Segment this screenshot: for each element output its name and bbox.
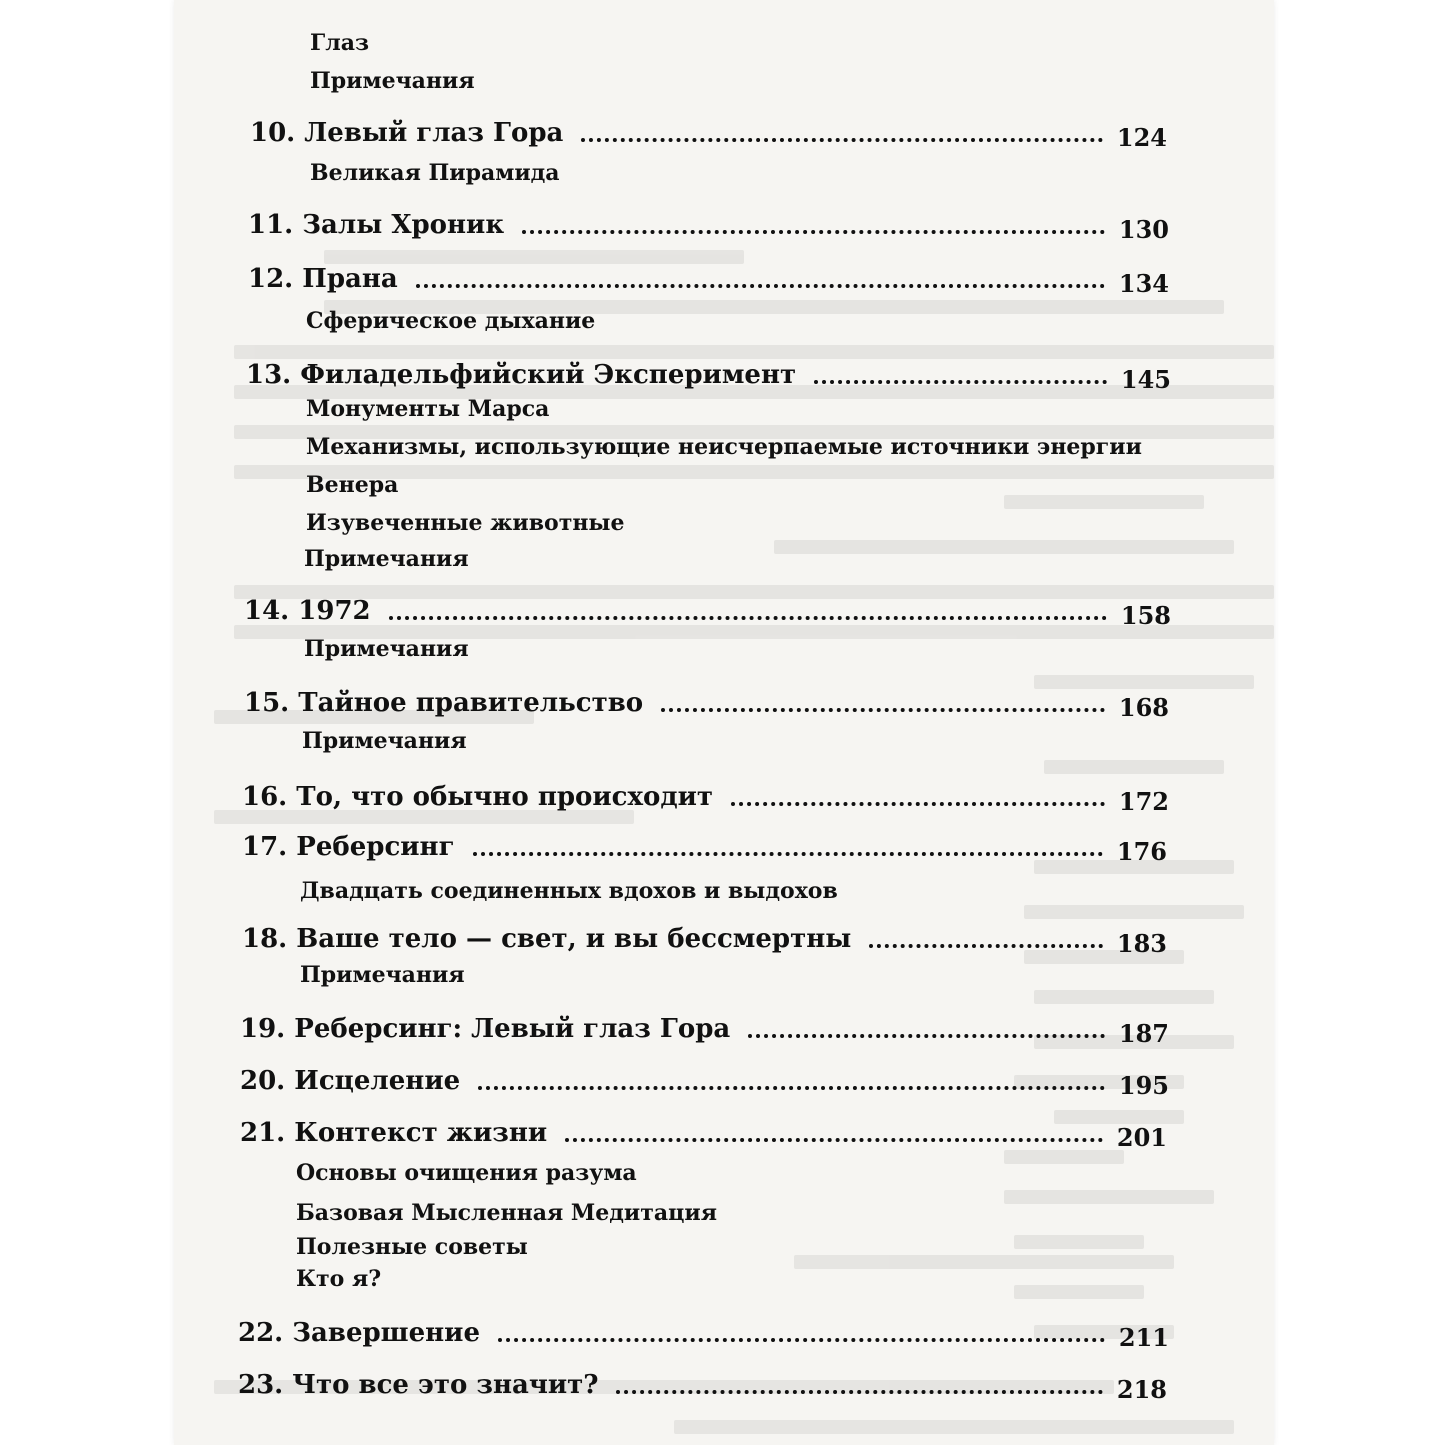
dot-leader bbox=[565, 1138, 1103, 1142]
toc-subsection-entry: Монументы Марса bbox=[306, 396, 550, 422]
page-number: 183 bbox=[1116, 929, 1167, 958]
toc-subsection-entry: Глаз bbox=[310, 30, 369, 56]
toc-chapter-entry bbox=[248, 210, 1169, 244]
dot-leader bbox=[522, 230, 1105, 234]
chapter-title: 21. Контекст жизни bbox=[240, 1118, 548, 1148]
toc-subsection-entry: Полезные советы bbox=[296, 1234, 528, 1260]
chapter-title: 11. Залы Хроник bbox=[248, 210, 505, 240]
dot-leader bbox=[731, 802, 1105, 806]
chapter-title: 12. Прана bbox=[248, 264, 398, 294]
toc-chapter-entry bbox=[242, 924, 1167, 958]
chapter-title: 19. Реберсинг: Левый глаз Гора bbox=[240, 1014, 731, 1044]
table-of-contents bbox=[174, 0, 1274, 1445]
page-number: 124 bbox=[1116, 123, 1167, 152]
toc-subsection-entry: Сферическое дыхание bbox=[306, 308, 596, 334]
chapter-title: 10. Левый глаз Гора bbox=[250, 118, 564, 148]
dot-leader bbox=[416, 284, 1105, 288]
toc-subsection-entry: Механизмы, использующие неисчерпаемые источники энергии bbox=[306, 434, 1142, 460]
toc-subsection-entry: Примечания bbox=[300, 962, 465, 988]
toc-subsection-entry: Примечания bbox=[304, 636, 469, 662]
page-number: 211 bbox=[1118, 1323, 1169, 1352]
toc-subsection-entry: Кто я? bbox=[296, 1266, 382, 1292]
toc-chapter-entry bbox=[240, 1118, 1167, 1152]
page-number: 172 bbox=[1118, 787, 1169, 816]
toc-chapter-entry bbox=[248, 264, 1169, 298]
dot-leader bbox=[478, 1086, 1105, 1090]
dot-leader bbox=[869, 944, 1103, 948]
toc-subsection-entry: Изувеченные животные bbox=[306, 510, 625, 536]
toc-chapter-entry bbox=[238, 1318, 1169, 1352]
toc-chapter-entry bbox=[238, 1370, 1167, 1404]
toc-subsection-entry: Примечания bbox=[302, 728, 467, 754]
chapter-title: 14. 1972 bbox=[244, 596, 371, 626]
dot-leader bbox=[498, 1338, 1105, 1342]
toc-chapter-entry bbox=[240, 1066, 1169, 1100]
toc-subsection-entry: Базовая Мысленная Медитация bbox=[296, 1200, 717, 1226]
chapter-title: 20. Исцеление bbox=[240, 1066, 461, 1096]
dot-leader bbox=[748, 1034, 1105, 1038]
chapter-title: 22. Завершение bbox=[238, 1318, 481, 1348]
chapter-title: 15. Тайное правительство bbox=[244, 688, 644, 718]
toc-chapter-entry bbox=[250, 118, 1167, 152]
dot-leader bbox=[473, 852, 1103, 856]
chapter-title: 18. Ваше тело — свет, и вы бессмертны bbox=[242, 924, 852, 954]
dot-leader bbox=[616, 1390, 1102, 1394]
page-number: 168 bbox=[1118, 693, 1169, 722]
dot-leader bbox=[814, 380, 1107, 384]
toc-chapter-entry bbox=[246, 360, 1171, 394]
page-number: 145 bbox=[1120, 365, 1171, 394]
page-number: 187 bbox=[1118, 1019, 1169, 1048]
toc-subsection-entry: Великая Пирамида bbox=[310, 160, 560, 186]
toc-subsection-entry: Примечания bbox=[310, 68, 475, 94]
toc-chapter-entry bbox=[244, 688, 1169, 722]
dot-leader bbox=[661, 708, 1105, 712]
toc-subsection-entry: Примечания bbox=[304, 546, 469, 572]
page-number: 195 bbox=[1118, 1071, 1169, 1100]
page-number: 130 bbox=[1118, 215, 1169, 244]
toc-chapter-entry bbox=[240, 1014, 1169, 1048]
toc-chapter-entry bbox=[242, 782, 1169, 816]
toc-chapter-entry bbox=[242, 832, 1167, 866]
chapter-title: 23. Что все это значит? bbox=[238, 1370, 599, 1400]
dot-leader bbox=[581, 138, 1103, 142]
page-number: 218 bbox=[1116, 1375, 1167, 1404]
chapter-title: 16. То, что обычно происходит bbox=[242, 782, 714, 812]
page-number: 158 bbox=[1120, 601, 1171, 630]
page-number: 201 bbox=[1116, 1123, 1167, 1152]
page-number: 134 bbox=[1118, 269, 1169, 298]
toc-subsection-entry: Основы очищения разума bbox=[296, 1160, 637, 1186]
toc-subsection-entry: Венера bbox=[306, 472, 399, 498]
page-number: 176 bbox=[1116, 837, 1167, 866]
toc-subsection-entry: Двадцать соединенных вдохов и выдохов bbox=[300, 878, 838, 904]
chapter-title: 13. Филадельфийский Эксперимент bbox=[246, 360, 797, 390]
chapter-title: 17. Реберсинг bbox=[242, 832, 455, 862]
book-page bbox=[174, 0, 1274, 1445]
dot-leader bbox=[389, 616, 1107, 620]
toc-chapter-entry bbox=[244, 596, 1171, 630]
